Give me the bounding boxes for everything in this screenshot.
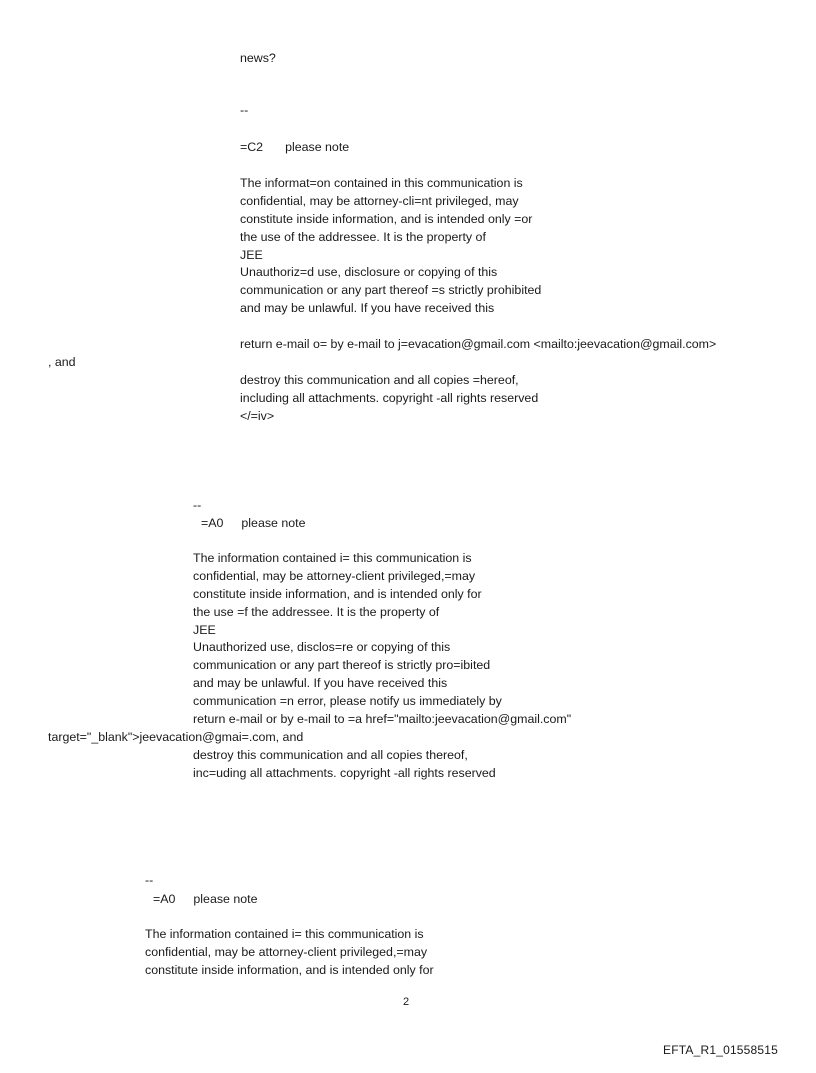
disclaimer-line: JEE [240, 248, 263, 262]
note-heading [240, 141, 349, 153]
disclaimer-line: destroy this communication and all copies =hereof, [240, 373, 519, 387]
disclaimer-line: communication or any part thereof is strictly pro=ibited [193, 658, 491, 672]
note-code: =C2 [240, 140, 264, 154]
closing-tag-line: </=iv> [240, 409, 275, 423]
return-email-line: return e-mail or by e-mail to =a href="mailto:jeevacation@gmail.com" [193, 712, 572, 726]
return-email-line: return e-mail o= by e-mail to j=evacation@gmail.com <mailto:jeevacation@gmail.com> [240, 337, 717, 351]
disclaimer-line: constitute inside information, and is intended only for [145, 963, 434, 977]
note-code: =A0 [153, 892, 176, 906]
disclaimer-line: constitute inside information, and is intended only for [193, 587, 482, 601]
page-number: 2 [403, 996, 410, 1008]
news-question: news? [240, 51, 276, 65]
disclaimer-line: destroy this communication and all copies thereof, [193, 748, 468, 762]
target-blank-line: target="_blank">jeevacation@gmai=.com, and [48, 730, 304, 744]
disclaimer-line: JEE [193, 623, 216, 637]
disclaimer-line: constitute inside information, and is intended only =or [240, 212, 533, 226]
signature-separator: -- [193, 498, 202, 512]
disclaimer-line: confidential, may be attorney-cli=nt privileged, may [240, 194, 519, 208]
disclaimer-line: confidential, may be attorney-client privileged,=may [145, 945, 428, 959]
note-heading [153, 893, 257, 905]
disclaimer-line: The information contained i= this communication is [193, 551, 472, 565]
note-label: please note [241, 516, 306, 530]
note-label: please note [193, 892, 258, 906]
bates-number: EFTA_R1_01558515 [663, 1043, 779, 1057]
disclaimer-line: The information contained i= this communication is [145, 927, 424, 941]
disclaimer-line: Unauthorized use, disclos=re or copying of this [193, 640, 451, 654]
disclaimer-line: communication =n error, please notify us immediately by [193, 694, 502, 708]
disclaimer-line: The informat=on contained in this communication is [240, 176, 523, 190]
disclaimer-line: the use of the addressee. It is the property of [240, 230, 486, 244]
disclaimer-line: including all attachments. copyright -all rights reserved [240, 391, 539, 405]
wrapped-and-line: , and [48, 355, 76, 369]
disclaimer-line: Unauthoriz=d use, disclosure or copying of this [240, 265, 498, 279]
note-heading [201, 517, 305, 529]
signature-separator: -- [240, 103, 249, 117]
disclaimer-line: confidential, may be attorney-client privileged,=may [193, 569, 476, 583]
note-label: please note [285, 140, 350, 154]
note-code: =A0 [201, 516, 224, 530]
disclaimer-line: communication or any part thereof =s strictly prohibited [240, 283, 542, 297]
disclaimer-line: inc=uding all attachments. copyright -all rights reserved [193, 766, 496, 780]
disclaimer-line: the use =f the addressee. It is the property of [193, 605, 440, 619]
signature-separator: -- [145, 873, 154, 887]
disclaimer-line: and may be unlawful. If you have received this [240, 301, 495, 315]
disclaimer-line: and may be unlawful. If you have received this [193, 676, 448, 690]
